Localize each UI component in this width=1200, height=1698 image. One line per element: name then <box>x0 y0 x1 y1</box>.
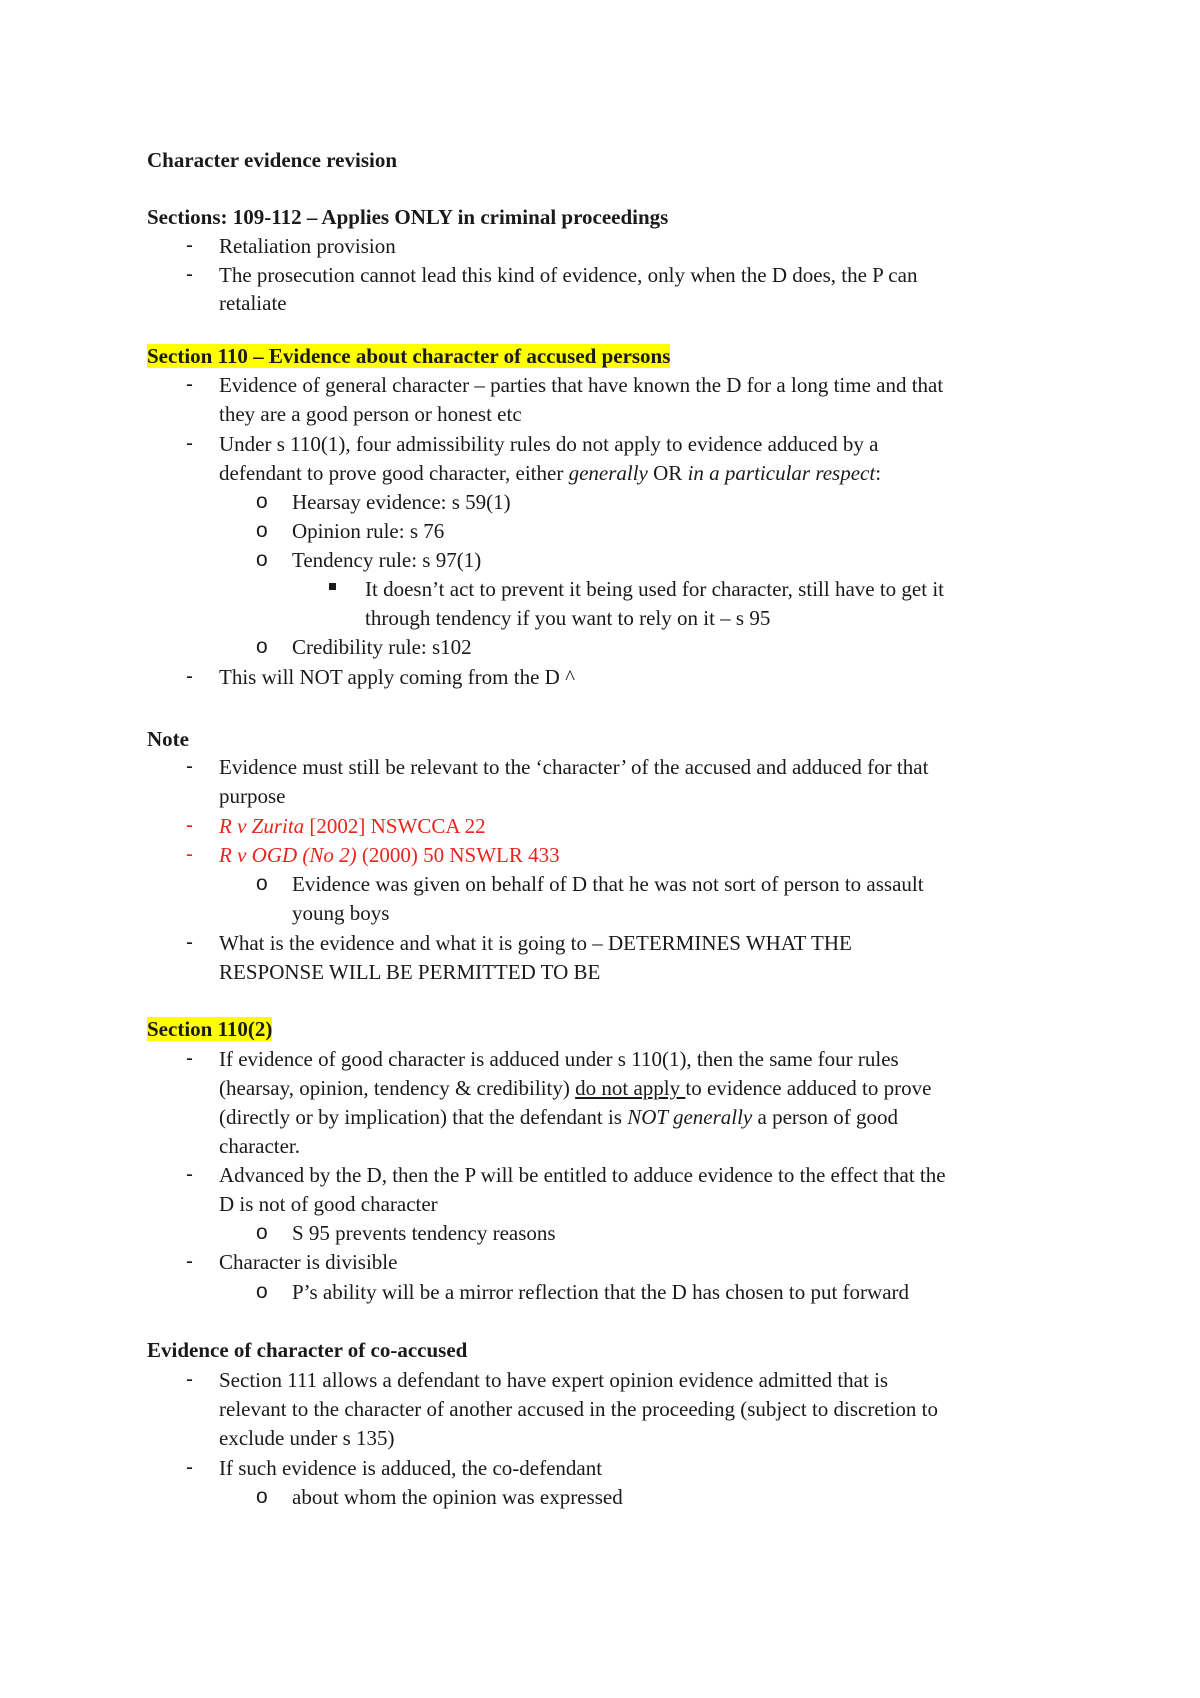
bullet-dash: - <box>186 1163 193 1186</box>
sub-list-item-continuation: young boys <box>292 901 390 925</box>
sub-sub-list-item-continuation: through tendency if you want to rely on it – s 95 <box>365 606 771 630</box>
bullet-dash: - <box>186 1047 193 1070</box>
list-item-continuation: they are a good person or honest etc <box>219 402 522 426</box>
list-item-continuation: retaliate <box>219 291 287 315</box>
bullet-dash: - <box>186 1368 193 1391</box>
bullet-circle: o <box>256 1221 268 1244</box>
bullet-dash: - <box>186 373 193 396</box>
bullet-circle: o <box>256 872 268 895</box>
text-run: OR <box>647 461 688 485</box>
bullet-dash: - <box>186 814 193 837</box>
sub-list-item: P’s ability will be a mirror reflection that the D has chosen to put forward <box>292 1280 910 1304</box>
list-item-continuation: exclude under s 135) <box>219 1426 395 1450</box>
list-item-continuation <box>219 1103 898 1131</box>
bullet-square <box>329 583 336 590</box>
list-item-continuation <box>219 1074 931 1102</box>
underlined-text: do not apply <box>575 1076 686 1100</box>
sub-list-item: Tendency rule: s 97(1) <box>292 548 482 572</box>
bullet-circle: o <box>256 1280 268 1303</box>
bullet-circle: o <box>256 490 268 513</box>
bullet-dash: - <box>186 263 193 286</box>
sub-list-item: Opinion rule: s 76 <box>292 519 445 543</box>
bullet-dash: - <box>186 665 193 688</box>
bullet-circle: o <box>256 519 268 542</box>
case-reference: [2002] NSWCCA 22 <box>304 814 486 838</box>
section-heading-109-112: Sections: 109-112 – Applies ONLY in criminal proceedings <box>147 205 669 229</box>
list-item: Section 111 allows a defendant to have expert opinion evidence admitted that is <box>219 1368 889 1392</box>
section-heading-110-2 <box>147 1015 272 1043</box>
list-item-continuation <box>219 459 881 487</box>
list-item-continuation: relevant to the character of another accused in the proceeding (subject to discretion to <box>219 1397 938 1421</box>
bullet-circle: o <box>256 635 268 658</box>
italic-text: NOT generally <box>627 1105 753 1129</box>
case-name: R v OGD (No 2) <box>219 843 357 867</box>
text-run: (directly or by implication) that the defendant is <box>219 1105 628 1129</box>
highlighted-heading: Section 110(2) <box>147 1017 273 1041</box>
section-heading-co-accused: Evidence of character of co-accused <box>147 1338 468 1362</box>
list-item-continuation: purpose <box>219 784 286 808</box>
list-item: If evidence of good character is adduced under s 110(1), then the same four rules <box>219 1047 899 1071</box>
case-citation <box>219 812 486 840</box>
sub-sub-list-item: It doesn’t act to prevent it being used for character, still have to get it <box>365 577 944 601</box>
text-run: (hearsay, opinion, tendency & credibility) <box>219 1076 576 1100</box>
bullet-dash: - <box>186 843 193 866</box>
list-item: Retaliation provision <box>219 234 396 258</box>
list-item: This will NOT apply coming from the D ^ <box>219 665 575 689</box>
list-item: Evidence of general character – parties that have known the D for a long time and that <box>219 373 944 397</box>
list-item-continuation: D is not of good character <box>219 1192 438 1216</box>
case-name: R v Zurita <box>219 814 305 838</box>
list-item-continuation: RESPONSE WILL BE PERMITTED TO BE <box>219 960 601 984</box>
bullet-circle: o <box>256 548 268 571</box>
sub-list-item: Evidence was given on behalf of D that he was not sort of person to assault <box>292 872 924 896</box>
bullet-dash: - <box>186 1250 193 1273</box>
text-run: : <box>875 461 882 485</box>
section-heading-110 <box>147 342 670 370</box>
sub-list-item: Credibility rule: s102 <box>292 635 472 659</box>
bullet-dash: - <box>186 432 193 455</box>
list-item: Under s 110(1), four admissibility rules do not apply to evidence adduced by a <box>219 432 879 456</box>
italic-text: in a particular respect <box>687 461 876 485</box>
case-reference: (2000) 50 NSWLR 433 <box>356 843 560 867</box>
bullet-dash: - <box>186 1456 193 1479</box>
bullet-circle: o <box>256 1485 268 1508</box>
sub-list-item: about whom the opinion was expressed <box>292 1485 623 1509</box>
text-run: a person of good <box>752 1105 899 1129</box>
text-run: to evidence adduced to prove <box>685 1076 932 1100</box>
list-item: The prosecution cannot lead this kind of evidence, only when the D does, the P can <box>219 263 918 287</box>
bullet-dash: - <box>186 234 193 257</box>
bullet-dash: - <box>186 755 193 778</box>
section-heading-note: Note <box>147 727 189 751</box>
list-item: Advanced by the D, then the P will be entitled to adduce evidence to the effect that the <box>219 1163 946 1187</box>
case-citation <box>219 841 560 869</box>
highlighted-heading: Section 110 – Evidence about character of accused persons <box>147 344 671 368</box>
list-item-continuation: character. <box>219 1134 301 1158</box>
list-item: Character is divisible <box>219 1250 398 1274</box>
sub-list-item: Hearsay evidence: s 59(1) <box>292 490 511 514</box>
list-item: What is the evidence and what it is going to – DETERMINES WHAT THE <box>219 931 852 955</box>
list-item: If such evidence is adduced, the co-defendant <box>219 1456 603 1480</box>
text-run: defendant to prove good character, either <box>219 461 569 485</box>
italic-text: generally <box>568 461 648 485</box>
sub-list-item: S 95 prevents tendency reasons <box>292 1221 556 1245</box>
bullet-dash: - <box>186 931 193 954</box>
list-item: Evidence must still be relevant to the ‘character’ of the accused and adduced for that <box>219 755 929 779</box>
document-title: Character evidence revision <box>147 148 398 172</box>
